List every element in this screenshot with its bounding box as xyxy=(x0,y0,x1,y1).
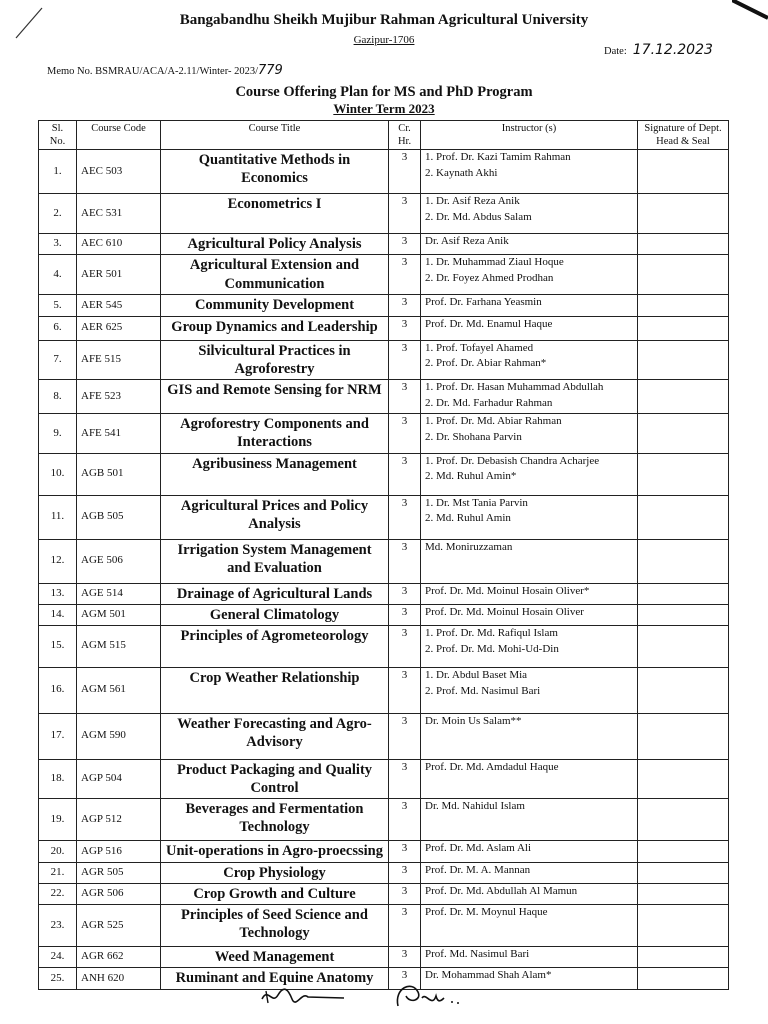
memo-number xyxy=(47,63,283,78)
row-course-code: AER 545 xyxy=(77,295,161,316)
row-credit-hour: 3 xyxy=(389,841,421,863)
instructor-name: Prof. Dr. Md. Moinul Hosain Oliver* xyxy=(425,584,590,597)
table-row xyxy=(39,379,729,414)
row-course-code: AGB 501 xyxy=(77,453,161,495)
row-course-code: AGR 525 xyxy=(77,905,161,947)
table-row xyxy=(39,759,729,798)
row-credit-hour: 3 xyxy=(389,884,421,905)
row-course-title: Agricultural Prices and Policy Analysis xyxy=(161,495,389,539)
row-course-code: AFE 515 xyxy=(77,340,161,379)
row-sl: 6. xyxy=(39,316,77,340)
table-row xyxy=(39,667,729,713)
row-course-title: Crop Physiology xyxy=(161,863,389,884)
row-instructors xyxy=(421,255,638,295)
table-row xyxy=(39,150,729,194)
row-signature-cell xyxy=(638,841,729,863)
instructor-name: Prof. Dr. Md. Amdadul Haque xyxy=(425,760,559,773)
row-signature-cell xyxy=(638,863,729,884)
row-sl: 14. xyxy=(39,604,77,625)
row-course-title: Irrigation System Management and Evaluation xyxy=(161,539,389,583)
row-course-title: Drainage of Agricultural Lands xyxy=(161,583,389,604)
row-course-title: Agricultural Extension and Communication xyxy=(161,255,389,295)
row-credit-hour: 3 xyxy=(389,453,421,495)
row-credit-hour: 3 xyxy=(389,539,421,583)
row-instructors xyxy=(421,799,638,841)
table-row xyxy=(39,414,729,453)
instructor-name: 1. Prof. Dr. Md. Rafiqul Islam xyxy=(425,626,558,639)
instructor-name: 1. Prof. Dr. Kazi Tamim Rahman xyxy=(425,151,571,164)
row-course-code: AGP 516 xyxy=(77,841,161,863)
row-sl: 8. xyxy=(39,379,77,414)
row-signature-cell xyxy=(638,495,729,539)
row-instructors xyxy=(421,905,638,947)
row-signature-cell xyxy=(638,759,729,798)
header-instructors: Instructor (s) xyxy=(421,121,638,150)
row-sl: 1. xyxy=(39,150,77,194)
table-row xyxy=(39,340,729,379)
row-instructors xyxy=(421,625,638,667)
row-credit-hour: 3 xyxy=(389,604,421,625)
row-signature-cell xyxy=(638,340,729,379)
row-signature-cell xyxy=(638,604,729,625)
row-sl: 25. xyxy=(39,968,77,990)
row-sl: 7. xyxy=(39,340,77,379)
row-course-title: Econometrics I xyxy=(161,194,389,234)
row-signature-cell xyxy=(638,583,729,604)
instructor-name: Prof. Dr. Md. Aslam Ali xyxy=(425,842,532,854)
row-instructors xyxy=(421,667,638,713)
row-course-title: Agribusiness Management xyxy=(161,453,389,495)
table-row xyxy=(39,295,729,316)
row-signature-cell xyxy=(638,255,729,295)
instructor-name: 1. Prof. Dr. Md. Abiar Rahman xyxy=(425,415,562,428)
row-course-code: AGM 501 xyxy=(77,604,161,625)
instructor-name: Dr. Md. Nahidul Islam xyxy=(425,800,525,812)
instructor-name: Prof. Dr. M. Moynul Haque xyxy=(425,906,548,919)
instructor-name: 1. Dr. Abdul Baset Mia xyxy=(425,668,528,681)
row-credit-hour: 3 xyxy=(389,255,421,295)
row-instructors xyxy=(421,713,638,759)
document-title: Course Offering Plan for MS and PhD Program xyxy=(235,84,533,100)
row-credit-hour: 3 xyxy=(389,234,421,255)
row-course-title: Unit-operations in Agro-proecssing xyxy=(161,841,389,863)
row-course-code: AGB 505 xyxy=(77,495,161,539)
row-signature-cell xyxy=(638,414,729,453)
row-instructors xyxy=(421,947,638,968)
row-signature-cell xyxy=(638,799,729,841)
instructor-name: 1. Prof. Dr. Debasish Chandra Acharjee xyxy=(425,454,600,467)
row-course-title: Agroforestry Components and Interactions xyxy=(161,414,389,453)
table-row xyxy=(39,947,729,968)
row-signature-cell xyxy=(638,316,729,340)
row-credit-hour: 3 xyxy=(389,194,421,234)
instructor-name: 2. Prof. Dr. Md. Mohi-Ud-Din xyxy=(425,642,559,655)
row-signature-cell xyxy=(638,968,729,990)
instructor-name: Prof. Dr. Md. Abdullah Al Mamun xyxy=(425,885,578,898)
row-credit-hour: 3 xyxy=(389,799,421,841)
table-row xyxy=(39,453,729,495)
row-sl: 19. xyxy=(39,799,77,841)
instructor-name: 1. Prof. Tofayel Ahamed xyxy=(425,341,534,354)
row-course-code: AGM 561 xyxy=(77,667,161,713)
memo-handwritten-number: 779 xyxy=(258,63,283,78)
instructor-name: 2. Dr. Md. Farhadur Rahman xyxy=(425,396,553,409)
row-credit-hour: 3 xyxy=(389,713,421,759)
university-city: Gazipur-1706 xyxy=(353,34,415,46)
header-course-code: Course Code xyxy=(77,121,161,150)
table-row xyxy=(39,713,729,759)
row-sl: 15. xyxy=(39,625,77,667)
instructor-name: 1. Dr. Asif Reza Anik xyxy=(425,195,520,208)
table-row xyxy=(39,194,729,234)
row-course-title: Weather Forecasting and Agro-Advisory xyxy=(161,713,389,759)
row-signature-cell xyxy=(638,625,729,667)
table-row xyxy=(39,905,729,947)
row-sl: 9. xyxy=(39,414,77,453)
row-course-title: Agricultural Policy Analysis xyxy=(161,234,389,255)
instructor-name: Prof. Dr. Md. Enamul Haque xyxy=(425,317,553,330)
row-sl: 24. xyxy=(39,947,77,968)
row-instructors xyxy=(421,583,638,604)
table-header-row xyxy=(39,121,729,150)
row-sl: 10. xyxy=(39,453,77,495)
table-body xyxy=(39,150,729,990)
header-signature: Signature of Dept. Head & Seal xyxy=(638,121,729,150)
instructor-name: Dr. Mohammad Shah Alam* xyxy=(425,969,552,982)
row-instructors xyxy=(421,194,638,234)
table-row xyxy=(39,863,729,884)
row-course-title: Weed Management xyxy=(161,947,389,968)
row-credit-hour: 3 xyxy=(389,905,421,947)
instructor-name: 2. Kaynath Akhi xyxy=(425,167,498,179)
row-signature-cell xyxy=(638,453,729,495)
row-course-code: AEC 610 xyxy=(77,234,161,255)
row-instructors xyxy=(421,453,638,495)
table-row xyxy=(39,625,729,667)
row-course-code: AGM 515 xyxy=(77,625,161,667)
row-course-code: AGR 505 xyxy=(77,863,161,884)
row-course-code: AGE 506 xyxy=(77,539,161,583)
instructor-name: 1. Dr. Muhammad Ziaul Hoque xyxy=(425,256,564,269)
university-name: Bangabandhu Sheikh Mujibur Rahman Agricultural University xyxy=(179,12,589,28)
row-course-title: Group Dynamics and Leadership xyxy=(161,316,389,340)
date-handwritten-value: 17.12.2023 xyxy=(632,42,713,58)
header-course-title: Course Title xyxy=(161,121,389,150)
instructor-name: 2. Prof. Dr. Abiar Rahman* xyxy=(425,357,547,370)
row-signature-cell xyxy=(638,713,729,759)
row-course-code: AGM 590 xyxy=(77,713,161,759)
row-course-title: Quantitative Methods in Economics xyxy=(161,150,389,194)
row-instructors xyxy=(421,539,638,583)
row-course-code: AEC 531 xyxy=(77,194,161,234)
instructor-name: 2. Md. Ruhul Amin xyxy=(425,512,511,525)
row-signature-cell xyxy=(638,905,729,947)
row-credit-hour: 3 xyxy=(389,583,421,604)
table-row xyxy=(39,841,729,863)
course-table xyxy=(38,120,729,990)
instructor-name: Prof. Dr. Md. Moinul Hosain Oliver xyxy=(425,605,584,618)
row-course-title: Principles of Seed Science and Technology xyxy=(161,905,389,947)
row-course-code: AFE 523 xyxy=(77,379,161,414)
instructor-name: Prof. Dr. M. A. Mannan xyxy=(425,864,531,876)
instructor-name: Prof. Md. Nasimul Bari xyxy=(425,948,530,961)
row-sl: 20. xyxy=(39,841,77,863)
row-credit-hour: 3 xyxy=(389,495,421,539)
instructor-name: 2. Dr. Foyez Ahmed Prodhan xyxy=(425,272,554,285)
row-signature-cell xyxy=(638,539,729,583)
row-course-title: Principles of Agrometeorology xyxy=(161,625,389,667)
row-sl: 18. xyxy=(39,759,77,798)
instructor-name: Md. Moniruzzaman xyxy=(425,540,513,553)
memo-label: Memo No. BSMRAU/ACA/A-2.11/Winter- 2023/ xyxy=(47,66,259,77)
header-credit-hour: Cr. Hr. xyxy=(389,121,421,150)
row-credit-hour: 3 xyxy=(389,625,421,667)
row-credit-hour: 3 xyxy=(389,947,421,968)
row-sl: 13. xyxy=(39,583,77,604)
row-course-title: Crop Growth and Culture xyxy=(161,884,389,905)
row-course-title: Silvicultural Practices in Agroforestry xyxy=(161,340,389,379)
row-sl: 23. xyxy=(39,905,77,947)
table-row xyxy=(39,968,729,990)
instructor-name: 2. Dr. Md. Abdus Salam xyxy=(425,211,532,223)
row-course-code: AFE 541 xyxy=(77,414,161,453)
row-sl: 22. xyxy=(39,884,77,905)
instructor-name: 1. Prof. Dr. Hasan Muhammad Abdullah xyxy=(425,380,604,393)
signature-2 xyxy=(392,978,472,1012)
row-signature-cell xyxy=(638,667,729,713)
signature-1 xyxy=(258,985,348,1007)
row-signature-cell xyxy=(638,295,729,316)
table-row xyxy=(39,234,729,255)
row-instructors xyxy=(421,884,638,905)
row-instructors xyxy=(421,604,638,625)
table-row xyxy=(39,539,729,583)
row-course-title: Community Development xyxy=(161,295,389,316)
row-instructors xyxy=(421,316,638,340)
row-credit-hour: 3 xyxy=(389,316,421,340)
row-instructors xyxy=(421,234,638,255)
row-sl: 2. xyxy=(39,194,77,234)
row-signature-cell xyxy=(638,884,729,905)
row-signature-cell xyxy=(638,947,729,968)
row-course-code: AGR 662 xyxy=(77,947,161,968)
row-credit-hour: 3 xyxy=(389,150,421,194)
row-course-code: AEC 503 xyxy=(77,150,161,194)
row-signature-cell xyxy=(638,150,729,194)
row-course-code: AGE 514 xyxy=(77,583,161,604)
row-course-code: AGR 506 xyxy=(77,884,161,905)
row-credit-hour: 3 xyxy=(389,379,421,414)
row-instructors xyxy=(421,340,638,379)
row-course-title: General Climatology xyxy=(161,604,389,625)
row-signature-cell xyxy=(638,234,729,255)
table-row xyxy=(39,799,729,841)
instructor-name: 2. Md. Ruhul Amin* xyxy=(425,470,517,483)
row-course-title: Product Packaging and Quality Control xyxy=(161,759,389,798)
row-sl: 17. xyxy=(39,713,77,759)
row-credit-hour: 3 xyxy=(389,295,421,316)
date-label: Date: xyxy=(604,46,627,57)
table-row xyxy=(39,495,729,539)
row-course-title: Crop Weather Relationship xyxy=(161,667,389,713)
row-sl: 3. xyxy=(39,234,77,255)
row-credit-hour: 3 xyxy=(389,863,421,884)
table-row xyxy=(39,884,729,905)
table-row xyxy=(39,316,729,340)
row-sl: 11. xyxy=(39,495,77,539)
row-instructors xyxy=(421,863,638,884)
row-course-code: AGP 512 xyxy=(77,799,161,841)
instructor-name: 2. Dr. Shohana Parvin xyxy=(425,431,522,443)
table-row xyxy=(39,255,729,295)
row-credit-hour: 3 xyxy=(389,667,421,713)
row-instructors xyxy=(421,841,638,863)
row-credit-hour: 3 xyxy=(389,340,421,379)
row-sl: 21. xyxy=(39,863,77,884)
table-row xyxy=(39,604,729,625)
table-row xyxy=(39,583,729,604)
header-sl: Sl. No. xyxy=(39,121,77,150)
instructor-name: Dr. Asif Reza Anik xyxy=(425,235,509,248)
row-instructors xyxy=(421,150,638,194)
row-credit-hour: 3 xyxy=(389,759,421,798)
row-course-title: Ruminant and Equine Anatomy xyxy=(161,968,389,990)
instructor-name: 2. Prof. Md. Nasimul Bari xyxy=(425,684,541,697)
document-subtitle: Winter Term 2023 xyxy=(333,101,435,116)
row-credit-hour: 3 xyxy=(389,968,421,990)
row-signature-cell xyxy=(638,379,729,414)
row-instructors xyxy=(421,295,638,316)
row-instructors xyxy=(421,379,638,414)
row-course-title: GIS and Remote Sensing for NRM xyxy=(161,379,389,414)
row-course-code: AGP 504 xyxy=(77,759,161,798)
row-signature-cell xyxy=(638,194,729,234)
instructor-name: 1. Dr. Mst Tania Parvin xyxy=(425,496,528,509)
row-course-code: AER 501 xyxy=(77,255,161,295)
row-instructors xyxy=(421,414,638,453)
row-course-code: AER 625 xyxy=(77,316,161,340)
row-course-code: ANH 620 xyxy=(77,968,161,990)
row-sl: 16. xyxy=(39,667,77,713)
row-instructors xyxy=(421,759,638,798)
date xyxy=(604,42,713,58)
row-credit-hour: 3 xyxy=(389,414,421,453)
instructor-name: Dr. Moin Us Salam** xyxy=(425,714,522,727)
row-sl: 12. xyxy=(39,539,77,583)
row-instructors xyxy=(421,495,638,539)
row-course-title: Beverages and Fermentation Technology xyxy=(161,799,389,841)
row-sl: 4. xyxy=(39,255,77,295)
row-sl: 5. xyxy=(39,295,77,316)
instructor-name: Prof. Dr. Farhana Yeasmin xyxy=(425,296,542,309)
